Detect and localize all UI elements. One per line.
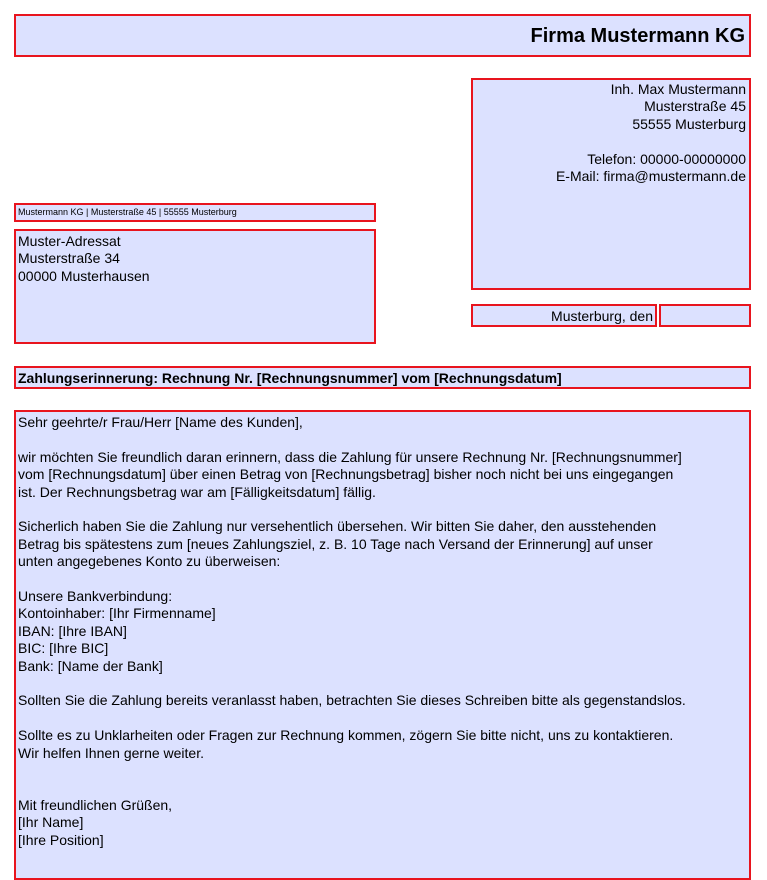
date-label: Musterburg, den [471,304,657,327]
closing-greeting: Mit freundlichen Grüßen, [18,796,173,813]
bank-heading: Unsere Bankverbindung: [18,588,173,605]
text-line: Sicherlich haben Sie die Zahlung nur versehentlich übersehen. Wir bitten Sie daher, den ausstehenden [18,518,657,535]
bank-details [18,588,749,675]
recipient-city: 00000 Musterhausen [18,267,150,284]
letter-body [14,410,751,880]
spacer [18,501,749,518]
signer-name: [Ihr Name] [18,814,84,831]
text-line: Sollten Sie die Zahlung bereits veranlasst haben, betrachten Sie dieses Schreiben bitte als gegenstandslos. [18,692,686,709]
return-address-line: Mustermann KG | Musterstraße 45 | 55555 Musterburg [14,203,376,222]
text-line: Wir helfen Ihnen gerne weiter. [18,744,204,761]
text-line: ist. Der Rechnungsbetrag war am [Fälligkeitsdatum] fällig. [18,483,376,500]
text-line: Sollte es zu Unklarheiten oder Fragen zur Rechnung kommen, zögern Sie bitte nicht, uns zu kontaktieren. [18,727,674,744]
text-line: wir möchten Sie freundlich daran erinnern, dass die Zahlung für unsere Rechnung Nr. [Rechnungsnummer] [18,448,682,465]
paragraph-request [18,518,749,570]
bank-name: Bank: [Name der Bank] [18,657,163,674]
date-field[interactable] [659,304,751,327]
recipient-name: Muster-Adressat [18,233,121,249]
sender-street: Musterstraße 45 [644,98,746,115]
sender-city: 55555 Musterburg [632,115,746,132]
spacer [18,675,749,692]
bank-iban: IBAN: [Ihre IBAN] [18,622,127,639]
paragraph-reminder [18,449,749,501]
paragraph-already-paid [18,692,749,709]
subject-line: Zahlungserinnerung: Rechnung Nr. [Rechnungsnummer] vom [Rechnungsdatum] [14,366,751,389]
spacer [18,710,749,727]
sender-owner: Inh. Max Mustermann [610,81,746,97]
spacer [18,762,749,797]
closing [18,797,749,849]
paragraph-contact [18,727,749,762]
signer-position: [Ihre Position] [18,831,104,848]
recipient-street: Musterstraße 34 [18,250,120,267]
spacer [18,571,749,588]
text-line: vom [Rechnungsdatum] über einen Betrag von [Rechnungsbetrag] bisher noch nicht bei uns eingegangen [18,466,674,483]
spacer [18,431,749,448]
recipient-address [14,229,376,344]
sender-block [471,78,751,290]
text-line: Betrag bis spätestens zum [neues Zahlungsziel, z. B. 10 Tage nach Versand der Erinnerung] auf unser [18,535,653,552]
company-title: Firma Mustermann KG [14,14,751,57]
salutation: Sehr geehrte/r Frau/Herr [Name des Kunden], [18,414,303,430]
sender-email: E-Mail: firma@mustermann.de [555,168,746,185]
text-line: unten angegebenes Konto zu überweisen: [18,553,281,570]
spacer [473,133,746,150]
bank-bic: BIC: [Ihre BIC] [18,640,109,657]
bank-account-holder: Kontoinhaber: [Ihr Firmenname] [18,605,216,622]
sender-phone: Telefon: 00000-00000000 [587,150,746,167]
